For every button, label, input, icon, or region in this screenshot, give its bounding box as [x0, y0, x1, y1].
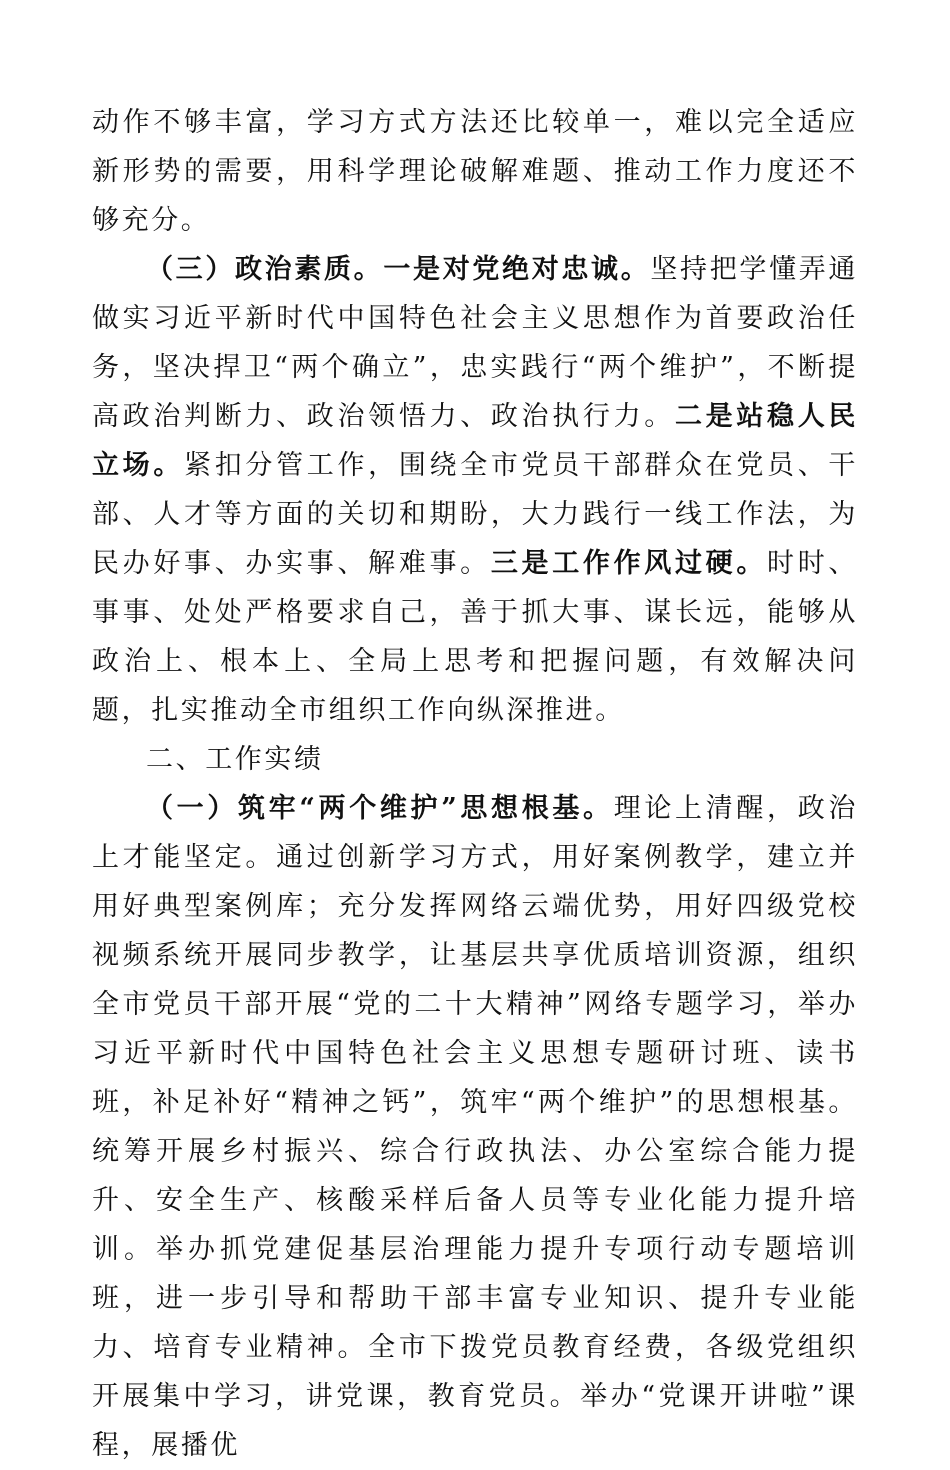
- paragraph-two-safeguards: [92, 784, 858, 1470]
- paragraph-text: 理论上清醒，政治上才能坚定。通过创新学习方式，用好案例教学，建立并用好典型案例库；充分发挥网络云端优势，用好四级党校视频系统开展同步教学，让基层共享优质培训资源，组织全市党员干部开展“党的二十大精神”网络专题学习，举办习近平新时代中国特色社会主义思想专题研讨班、读书班，补足补好“精神之钙”，筑牢“两个维护”的思想根基。统筹开展乡村振兴、综合行政执法、办公室综合能力提升、安全生产、核酸采样后备人员等专业化能力提升培训。举办抓党建促基层治理能力提升专项行动专题培训班，进一步引导和帮助干部丰富专业知识、提升专业能力、培育专业精神。全市下拨党员教育经费，各级党组织开展集中学习，讲党课，教育党员。举办“党课开讲啦”课程，展播优: [92, 793, 858, 1461]
- point-heading-work-style: 三是工作作风过硬。: [490, 548, 768, 579]
- document-page: [92, 98, 858, 1470]
- section-heading-two-safeguards: （一）筑牢“两个维护”思想根基。: [146, 793, 614, 824]
- point-heading-people-stance: 二是站稳人民立场。: [92, 401, 858, 481]
- section-heading-political-quality: （三）政治素质。一是对党绝对忠诚。: [146, 254, 651, 285]
- paragraph-intro-continuation: [92, 98, 858, 245]
- paragraph-text: 坚持把学懂弄通做实习近平新时代中国特色社会主义思想作为首要政治任务，坚决捍卫“两个确立”，忠实践行“两个维护”，不断提高政治判断力、政治领悟力、政治执行力。: [92, 254, 859, 432]
- paragraph-political-quality: [92, 245, 858, 735]
- heading-text: 二、工作实绩: [146, 744, 324, 775]
- paragraph-text: 时时、事事、处处严格要求自己，善于抓大事、谋长远，能够从政治上、根本上、全局上思考和把握问题，有效解决问题，扎实推动全市组织工作向纵深推进。: [92, 548, 858, 726]
- paragraph-text: 动作不够丰富，学习方式方法还比较单一，难以完全适应新形势的需要，用科学理论破解难题、推动工作力度还不够充分。: [92, 107, 858, 236]
- paragraph-text: 紧扣分管工作，围绕全市党员干部群众在党员、干部、人才等方面的关切和期盼，大力践行一线工作法，为民办好事、办实事、解难事。: [92, 450, 858, 579]
- section-heading-work-achievements: [92, 735, 858, 784]
